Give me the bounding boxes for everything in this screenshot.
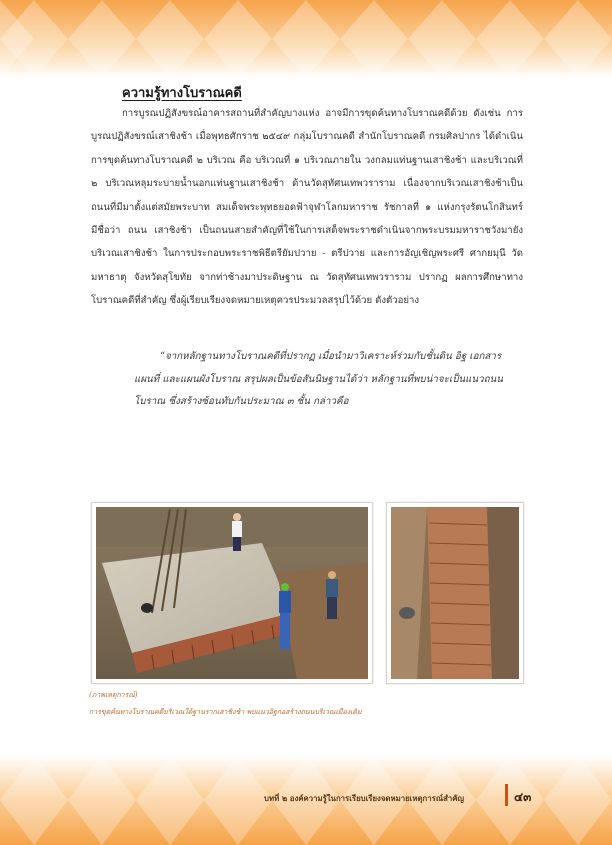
diamond-pattern-icon [0,0,612,78]
excavation-photo-narrow [386,502,524,684]
excavation-scene-image [92,503,372,683]
quote-block [134,346,506,414]
excavation-photo-wide [91,502,373,684]
photo-caption: การขุดค้นทางโบราณคดีบริเวณใต้ฐานรากเสาชิงช้า พบแนวอิฐก่อสร้างถนนบริเวณเมืองเดิม [89,708,362,716]
footer-chapter-title: บทที่ ๒ องค์ความรู้ในการเรียบเรียงจดหมายเหตุการณ์สำคัญ [264,794,465,803]
header-decorative-band [0,0,612,78]
body-paragraph [91,102,523,313]
page-number: ๔๓ [514,790,532,804]
brick-layer-image [387,503,523,683]
section-heading: ความรู้ทางโบราณคดี [122,86,242,101]
footer-divider [505,784,508,806]
photo-caption-label: (ภาพเหตุการณ์) [89,691,138,699]
body-paragraph-text: การบูรณปฏิสังขรณ์อาคารสถานที่สำคัญบางแห่ง อาจมีการขุดค้นทางโบราณคดีด้วย ดังเช่น การบูรณปฏิสังขรณ์เสาชิงช้า เมื่อพุทธศักราช ๒๕๔๙ กลุ่มโบราณคดี สำนักโบราณคดี กรมศิลปากร ได้ดำเนินการขุดค้นทางโบราณคดี ๒ บริเวณ คือ บริเวณที่ ๑ บริเวณภายใน วงกลมแท่นฐานเสาชิงช้า และบริเวณที่ ๒ บริเวณหลุมระบายน้ำนอกแท่นฐานเสาชิงช้า ด้านวัดสุทัศนเทพวราราม เนื่องจากบริเวณเสาชิงช้าเป็นถนนที่มีมาตั้งแต่สมัยพระบาท สมเด็จพระพุทธยอดฟ้าจุฬาโลกมหาราช รัชกาลที่ ๑ แห่งกรุงรัตนโกสินทร์ มีชื่อว่า ถนน เสาชิงช้า เป็นถนนสายสำคัญที่ใช้ในการเสด็จพระราชดำเนินจากพระบรมมหาราชวังมายัง บริเวณเสาชิงช้า ในการประกอบพระราชพิธีตรียัมปวาย - ตรีปวาย และการอัญเชิญพระศรี ศากยมุนี วัดมหาธาตุ จังหวัดสุโขทัย จากท่าช้างมาประดิษฐาน ณ วัดสุทัศนเทพวราราม ปรากฏ ผลการศึกษาทางโบราณคดีที่สำคัญ ซึ่งผู้เรียบเรียงจดหมายเหตุควรประมวลสรุปไว้ด้วย ดังตัวอย่าง [91,108,523,307]
quote-text: “จากหลักฐานทางโบราณคดีที่ปรากฏ เมื่อนำมาวิเคราะห์ร่วมกับชั้นดิน อิฐ เอกสาร แผนที่ และแผนผังโบราณ สรุปผลเป็นข้อสันนิษฐานได้ว่า หลักฐานที่พบน่าจะเป็นแนวถนนโบราณ ซึ่งสร้างซ้อนทับกันประมาณ ๓ ชั้น กล่าวคือ [134,351,503,407]
